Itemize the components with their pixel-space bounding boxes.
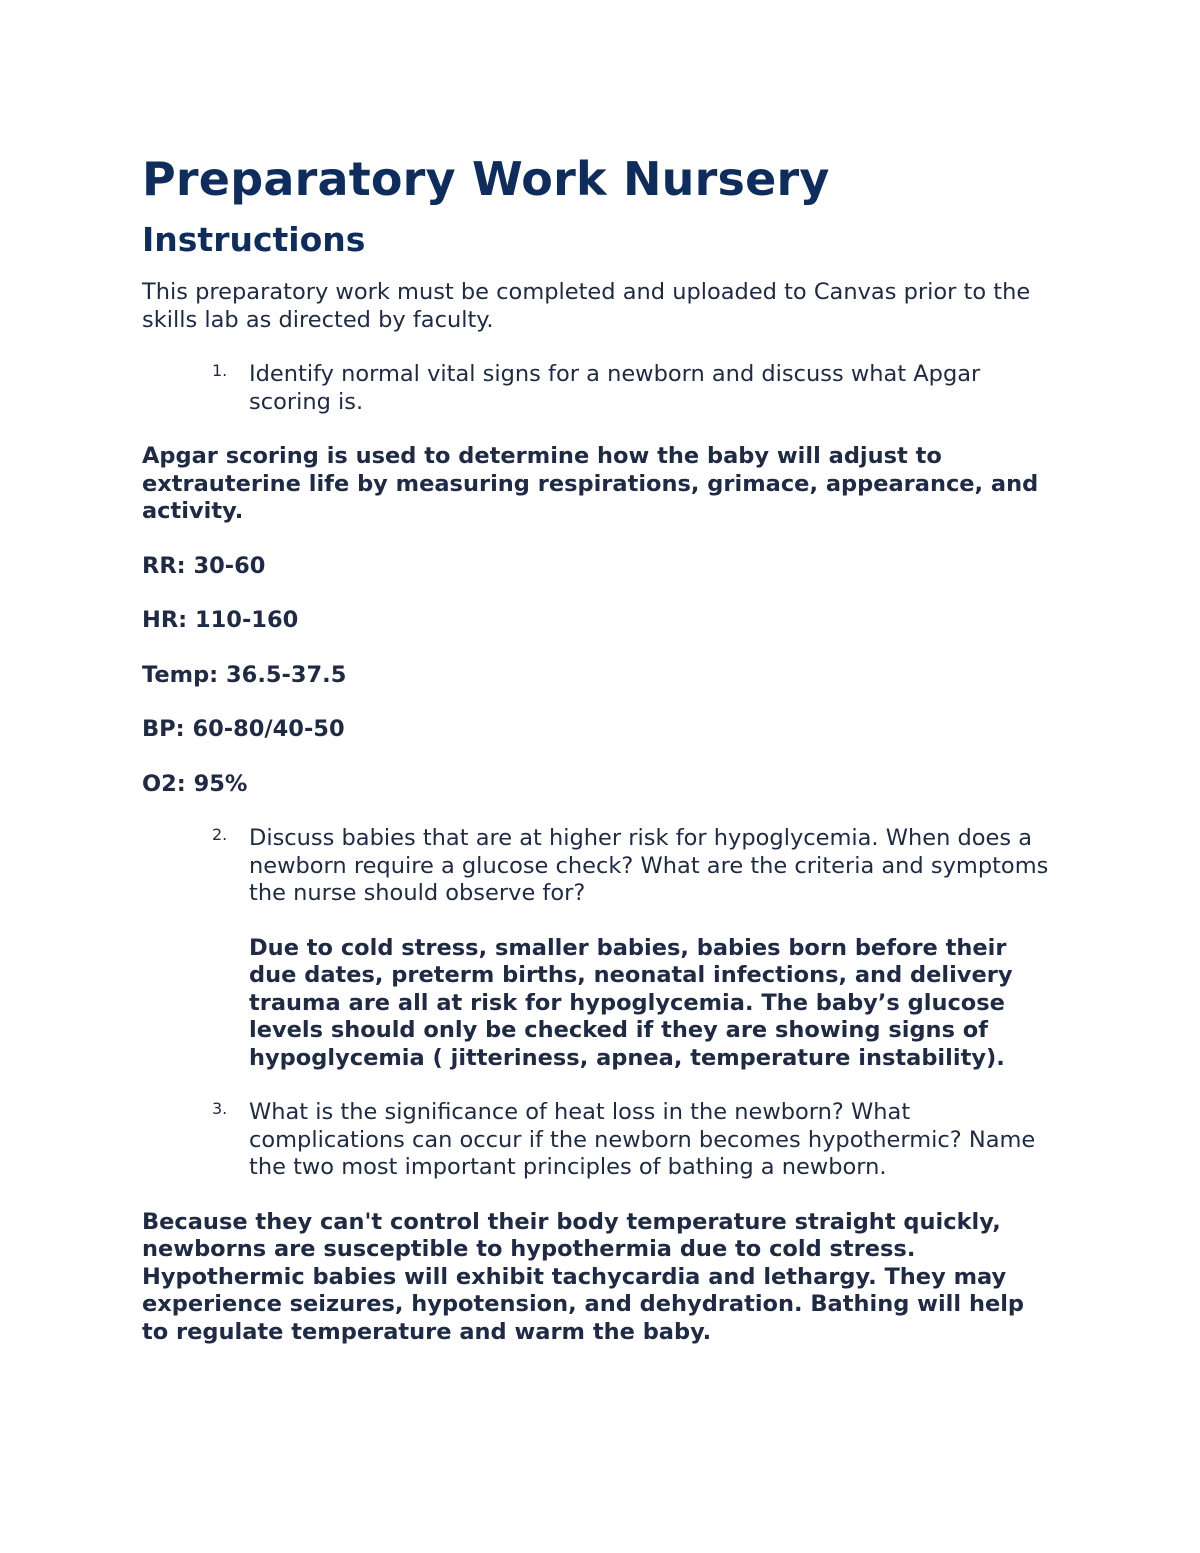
question-number: 3. [212,1099,228,1118]
section-heading-instructions: Instructions [142,220,366,259]
question-3 [142,1099,1052,1182]
question-number: 2. [212,825,228,844]
question-text: Discuss babies that are at higher risk for hypoglycemia. When does a newborn require a glucose check? What are the criteria and symptoms the nurse should observe for? [249,825,1049,906]
document-page [142,150,1052,1346]
question-2 [142,825,1052,1072]
intro-paragraph: This preparatory work must be completed and uploaded to Canvas prior to the skills lab as directed by faculty. [142,279,1031,333]
vital-sign-o2: O2: 95% [142,770,248,797]
hypoglycemia-answer: Due to cold stress, smaller babies, babies born before their due dates, preterm births, neonatal infections, and delivery trauma are all at risk for hypoglycemia. The baby’s glucose levels should only be checked if they are showing signs of hypoglycemia ( jitteriness, apnea, temperature instability). [249,934,1013,1071]
vital-sign-bp: BP: 60-80/40-50 [142,716,345,742]
question-text: Identify normal vital signs for a newborn and discuss what Apgar scoring is. [249,361,981,415]
vital-sign-temp: Temp: 36.5-37.5 [142,661,347,688]
document-title: Preparatory Work Nursery [142,152,830,206]
question-1 [142,361,1052,416]
apgar-answer: Apgar scoring is used to determine how the baby will adjust to extrauterine life by measuring respirations, grimace, appearance, and activity. [142,443,1039,524]
question-text: What is the significance of heat loss in the newborn? What complications can occur if the newborn becomes hypothermic? Name the two most important principles of bathing a newborn. [249,1099,1036,1180]
vital-sign-hr: HR: 110-160 [142,607,299,633]
heat-loss-answer: Because they can't control their body temperature straight quickly, newborns are susceptible to hypothermia due to cold stress. Hypothermic babies will exhibit tachycardia and lethargy. They may experience seizures, hypotension, and dehydration. Bathing will help to regulate temperature and warm the baby. [142,1208,1025,1345]
vital-sign-rr: RR: 30-60 [142,552,266,579]
question-number: 1. [212,361,228,380]
